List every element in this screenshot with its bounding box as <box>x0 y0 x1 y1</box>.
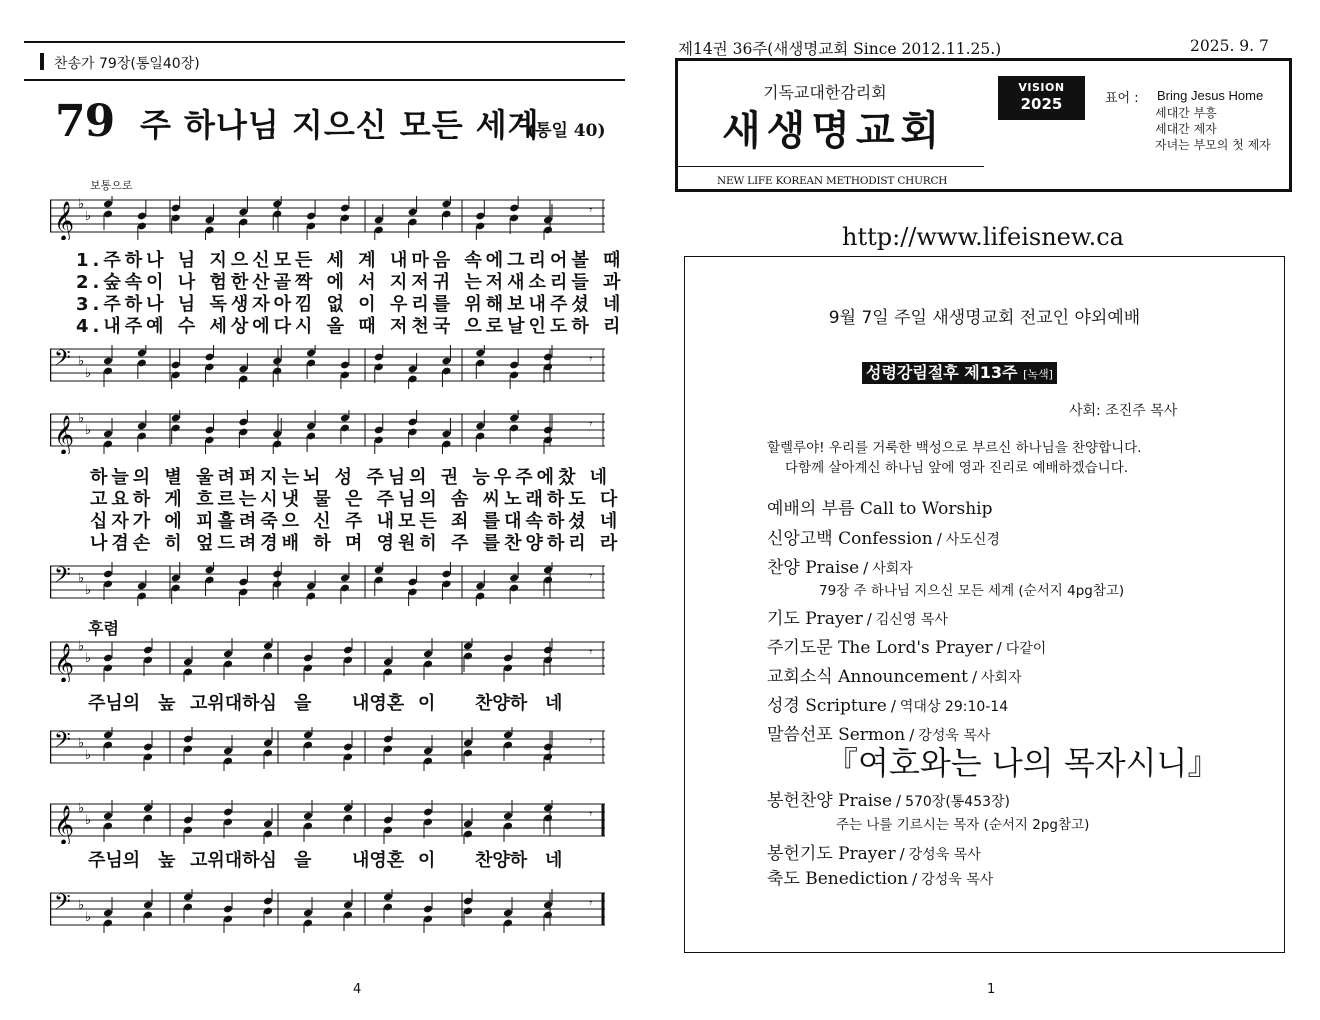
verse-4-line: 4.내주예 수 세상에다시 올 때 저천국 으로날인도하 리 <box>76 316 625 337</box>
hymn-title: 주 하나님 지으신 모든 세계 <box>140 106 540 144</box>
verse-2-line-b: 고요하 게 흐르는시냇 물 은 주님의 솜 씨노래하도 다 <box>90 489 622 510</box>
service-leader: 사회: 조진주 목사 <box>1069 403 1178 419</box>
vision-badge <box>998 76 1085 120</box>
svg-text:𝄞: 𝄞 <box>54 201 75 240</box>
refrain-word: 찬양하 <box>475 693 528 714</box>
staff-treble-2 <box>50 410 605 454</box>
order-item-call-to-worship: 예배의 부름 Call to Worship <box>767 499 993 519</box>
refrain-word: 이 <box>418 850 436 871</box>
staff-lines <box>50 196 605 240</box>
order-item-offering-praise: 봉헌찬양 Praise / 570장(통453장) <box>767 791 1011 811</box>
verse-3-line-b: 십자가 에 피흘려죽으 신 주 내모든 죄 를대속하셨 네 <box>90 511 622 532</box>
refrain-word: 찬양하 <box>475 850 528 871</box>
refrain-word: 내영혼 <box>352 693 405 714</box>
refrain-word: 높 <box>158 850 176 871</box>
season-color: [녹색] <box>1023 368 1053 381</box>
svg-text:♭: ♭ <box>78 411 85 426</box>
refrain-word: 주님의 <box>88 693 141 714</box>
hymn-title-sub: (통일 40) <box>527 121 606 141</box>
verse-2-line: 2.숲속이 나 험한산골짝 에 서 지저귀 는저새소리들 과 <box>76 272 625 293</box>
denomination: 기독교대한감리회 <box>763 83 887 102</box>
svg-text:♭: ♭ <box>85 366 92 381</box>
order-item-prayer: 기도 Prayer / 김신영 목사 <box>767 609 948 629</box>
svg-text:♭: ♭ <box>85 209 92 224</box>
vision-year: 2025 <box>1020 95 1063 113</box>
church-name: 새생명교회 <box>722 108 946 154</box>
svg-text:♭: ♭ <box>85 748 92 763</box>
svg-text:♭: ♭ <box>78 736 85 751</box>
sermon-title: 『여호와는 나의 목자시니』 <box>826 744 1220 782</box>
order-item-offering-prayer: 봉헌기도 Prayer / 강성욱 목사 <box>767 844 981 864</box>
church-name-english: NEW LIFE KOREAN METHODIST CHURCH <box>717 175 948 187</box>
svg-text:𝄞: 𝄞 <box>54 415 75 454</box>
svg-text:𝄾: 𝄾 <box>589 896 593 910</box>
refrain-word: 네 <box>545 850 563 871</box>
motto-main: Bring Jesus Home <box>1157 88 1264 103</box>
bulletin-volume: 제14권 36주(새생명교회 Since 2012.11.25.) <box>678 40 1002 58</box>
order-item-scripture: 성경 Scripture / 역대상 29:10-14 <box>767 696 1009 716</box>
svg-text:𝄾: 𝄾 <box>589 417 593 431</box>
bulletin-date: 2025. 9. 7 <box>1190 37 1269 55</box>
staff-treble-3 <box>50 638 605 682</box>
staff-bass-1 <box>50 345 605 389</box>
svg-text:♭: ♭ <box>78 898 85 913</box>
motto-line: 세대간 제자 <box>1155 122 1217 136</box>
vision-label: VISION <box>1018 81 1065 94</box>
svg-text:♭: ♭ <box>78 639 85 654</box>
motto-line: 자녀는 부모의 첫 제자 <box>1155 138 1271 152</box>
refrain-word: 이 <box>418 693 436 714</box>
staff-lines <box>50 562 605 606</box>
refrain-word: 고위대하심 <box>190 693 277 714</box>
svg-text:𝄢: 𝄢 <box>54 346 71 376</box>
staff-treble-4 <box>50 800 605 844</box>
page-number-right: 1 <box>987 982 996 997</box>
svg-text:𝄢: 𝄢 <box>54 728 71 758</box>
svg-text:♭: ♭ <box>85 651 92 666</box>
svg-text:𝄞: 𝄞 <box>54 805 75 844</box>
label-rule <box>24 79 625 81</box>
svg-text:♭: ♭ <box>78 354 85 369</box>
svg-text:𝄾: 𝄾 <box>589 203 593 217</box>
top-rule <box>24 41 625 43</box>
svg-text:♭: ♭ <box>85 813 92 828</box>
staff-lines <box>50 638 605 682</box>
masthead-rule <box>678 166 984 167</box>
svg-text:♭: ♭ <box>85 423 92 438</box>
praise-note: 79장 주 하나님 지으신 모든 세계 (순서지 4pg참고) <box>819 583 1125 599</box>
refrain-word: 을 <box>294 850 312 871</box>
staff-bass-4 <box>50 889 605 933</box>
order-item-benediction: 축도 Benediction / 강성욱 목사 <box>767 869 994 889</box>
staff-lines <box>50 727 605 771</box>
staff-bass-3 <box>50 727 605 771</box>
motto-label: 표어 : <box>1105 91 1139 106</box>
church-url[interactable]: http://www.lifeisnew.ca <box>842 223 1124 251</box>
greeting-line: 할렐루야! 우리를 거룩한 백성으로 부르신 하나님을 찬양합니다. <box>767 440 1142 456</box>
staff-lines <box>50 345 605 389</box>
verse-1-line: 1.주하나 님 지으신모든 세 계 내마음 속에그리어볼 때 <box>76 250 625 271</box>
svg-text:♭: ♭ <box>78 571 85 586</box>
refrain-word: 네 <box>545 693 563 714</box>
svg-text:♭: ♭ <box>78 801 85 816</box>
order-item-announcement: 교회소식 Announcement / 사회자 <box>767 667 1022 687</box>
tempo-marking: 보통으로 <box>90 179 133 192</box>
order-item-lords-prayer: 주기도문 The Lord's Prayer / 다같이 <box>767 638 1047 658</box>
staff-lines <box>50 800 605 844</box>
service-title: 9월 7일 주일 새생명교회 전교인 야외예배 <box>828 308 1141 328</box>
greeting-line: 다함께 살아계신 하나님 앞에 영과 진리로 예배하겠습니다. <box>785 460 1129 476</box>
verse-3-line: 3.주하나 님 독생자아낌 없 이 우리를 위해보내주셨 네 <box>76 294 625 315</box>
svg-text:𝄾: 𝄾 <box>589 352 593 366</box>
page-number-left: 4 <box>353 982 362 997</box>
order-item-sermon: 말씀선포 Sermon / 강성욱 목사 <box>767 725 991 745</box>
refrain-label: 후렴 <box>88 619 119 638</box>
svg-text:𝄾: 𝄾 <box>589 569 593 583</box>
svg-text:𝄢: 𝄢 <box>54 890 71 920</box>
svg-text:𝄢: 𝄢 <box>54 563 71 593</box>
verse-4-line-b: 나겸손 히 엎드려경배 하 며 영원히 주 를찬양하리 라 <box>90 533 622 554</box>
hymn-number: 79 <box>55 96 115 147</box>
svg-text:♭: ♭ <box>78 197 85 212</box>
refrain-word: 주님의 <box>88 850 141 871</box>
motto-line: 세대간 부흥 <box>1155 106 1217 120</box>
svg-text:♭: ♭ <box>85 583 92 598</box>
svg-text:𝄾: 𝄾 <box>589 645 593 659</box>
refrain-word: 을 <box>294 693 312 714</box>
staff-lines <box>50 410 605 454</box>
refrain-word: 내영혼 <box>352 850 405 871</box>
staff-treble-1 <box>50 196 605 240</box>
offering-note: 주는 나를 기르시는 목자 (순서지 2pg참고) <box>836 817 1090 833</box>
svg-text:𝄾: 𝄾 <box>589 807 593 821</box>
liturgical-season <box>862 362 1057 384</box>
order-item-confession: 신앙고백 Confession / 사도신경 <box>767 529 1000 549</box>
verse-1-line-b: 하늘의 별 울려퍼지는뇌 성 주님의 권 능우주에찼 네 <box>90 467 612 488</box>
staff-lines <box>50 889 605 933</box>
hymn-label: 찬송가 79장(통일40장) <box>54 56 200 72</box>
refrain-word: 고위대하심 <box>190 850 277 871</box>
svg-text:𝄾: 𝄾 <box>589 734 593 748</box>
season-name: 성령강림절후 제13주 <box>866 363 1018 382</box>
order-item-praise: 찬양 Praise / 사회자 <box>767 558 913 578</box>
staff-bass-2 <box>50 562 605 606</box>
refrain-word: 높 <box>158 693 176 714</box>
svg-text:𝄞: 𝄞 <box>54 643 75 682</box>
svg-text:♭: ♭ <box>85 910 92 925</box>
